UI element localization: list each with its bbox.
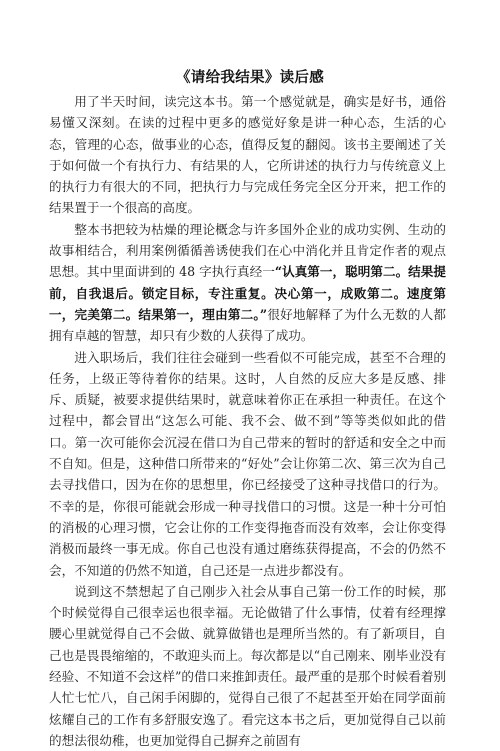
execution-motto-bold-text: “认真第一，聪明第二。结果提前，自我退后。锁定目标，专注重复。决心第一，成败第二。速度第一，完美第二。结果第一，理由第二。” (49, 264, 446, 322)
paragraph-1 (49, 91, 446, 219)
document-title: 《请给我结果》读后感 (176, 69, 324, 86)
paragraph-3 (49, 347, 446, 581)
paragraph-text: 用了半天时间，读完这本书。第一个感觉就是，确实是好书，通俗易懂又深刻。在读的过程中更多的感觉好象是讲一种心态，生活的心态，管理的心态，做事业的心态，值得反复的翻阅。该书主要阐述了关于如何做一个有执行力、有结果的人，它所讲述的执行力与传统意义上的执行力有很大的不同，把执行力与完成任务完全区分开来，把工作的结果置于一个很高的高度。 (49, 94, 446, 216)
paragraph-text: 整本书把较为枯燥的理论概念与许多国外企业的成功实例、生动的故事相结合，利用案例循循善诱使我们在心中消化并且肯定作者的观点思想。其中里面讲到的 48 字执行真经一 (49, 221, 446, 280)
paragraph-4 (49, 581, 446, 751)
document-body (49, 91, 446, 751)
paragraph-2 (49, 219, 446, 347)
paragraph-text: 说到这不禁想起了自己刚步入社会从事自己第一份工作的时候，那个时候觉得自己很幸运也很幸福。无论做错了什么事情，仗着有经理撑腰心里就觉得自己不会做、就算做错也是理所当然的。有了新项目，自己也是畏畏缩缩的，不敢迎头而上。每次都是以“自己刚来、刚毕业没有经验、不知道不会这样”的借口来推卸责任。最严重的是那个时候看着别人忙七忙八，自己闲手闲脚的，觉得自己很了不起甚至开始在同学面前炫耀自己的工作有多舒服安逸了。看完这本书之后，更加觉得自己以前的想法很幼稚，也更加觉得自己摒弃之前固有 (49, 583, 446, 748)
paragraph-text: 很好地解释了为什么无数的人都拥有卓越的智慧，却只有少数的人获得了成功。 (49, 306, 447, 344)
paragraph-text: 进入职场后，我们往往会碰到一些看似不可能完成，甚至不合理的任务，上级正等待着你的结果。这时，人自然的反应大多是反感、排斥、质疑，被要求提供结果时，就意味着你正在承担一种责任。在这个过程中，都会冒出“这怎么可能、我不会、做不到”等等类似如此的借口。第一次可能你会沉浸在借口为自己带来的暂时的舒适和安全之中而不自知。但是，这种借口所带来的“好处”会让你第二次、第三次为自己去寻找借口，因为在你的思想里，你已经接受了这种寻找借口的行为。不幸的是，你很可能就会形成一种寻找借口的习惯。这是一种十分可怕的消极的心理习惯，它会让你的工作变得拖沓而没有效率，会让你变得消极而最终一事无成。你自己也没有通过磨练获得提高，不会的仍然不会，不知道的仍然不知道，自己还是一点进步都没有。 (49, 349, 446, 578)
